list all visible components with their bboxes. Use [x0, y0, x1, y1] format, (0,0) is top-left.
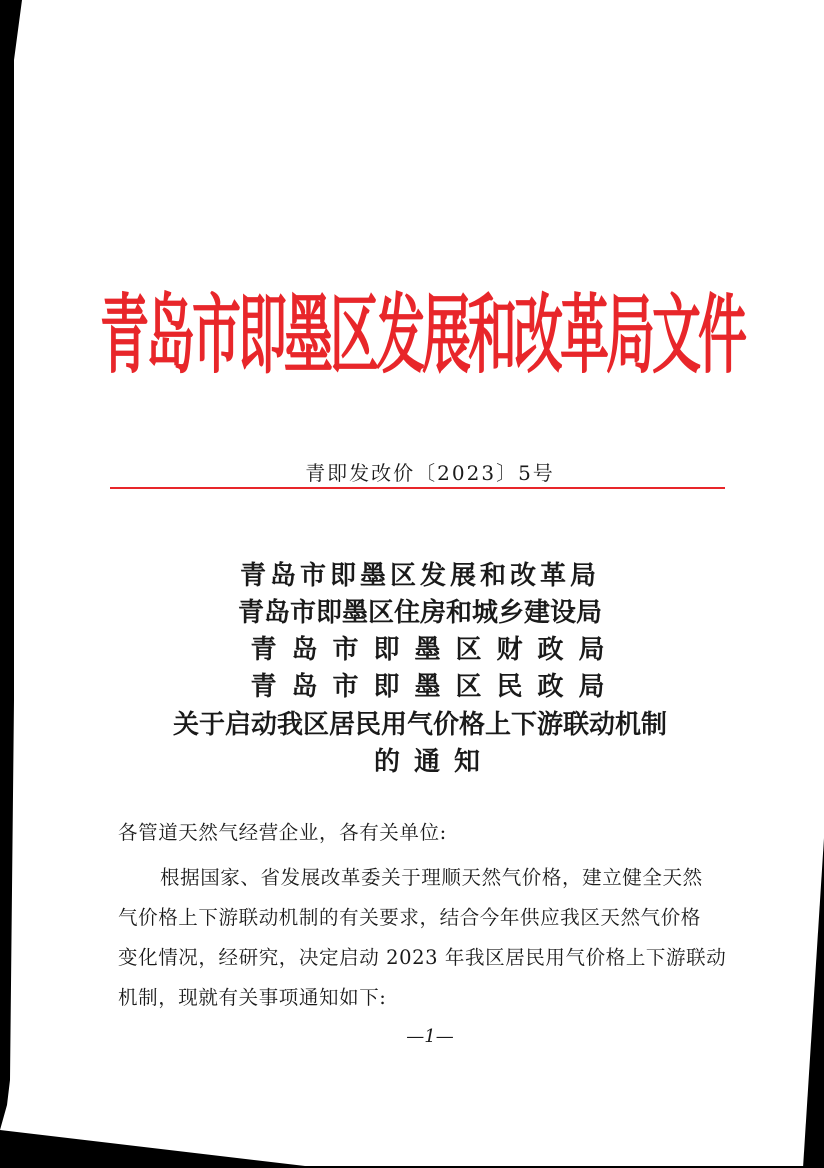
issuer: 青岛市即墨区财政局: [250, 635, 620, 665]
issuer: 青岛市即墨区民政局: [250, 672, 620, 702]
salutation: 各管道天然气经营企业，各有关单位:: [118, 821, 447, 844]
paragraph-line: 机制，现就有关事项通知如下:: [118, 986, 387, 1009]
issuer: 青岛市即墨区发展和改革局: [239, 561, 600, 591]
subject-line: 的通知: [373, 747, 494, 777]
scan-edge-left: [0, 0, 22, 1130]
issuer: 青岛市即墨区住房和城乡建设局: [237, 598, 602, 628]
document-header-title: 青岛市即墨区发展和改革局文件: [100, 285, 745, 386]
subject-line: 关于启动我区居民用气价格上下游联动机制: [172, 710, 667, 740]
scan-edge-bottom: [0, 1130, 824, 1168]
page-number: —1—: [406, 1026, 454, 1047]
scan-edge-right: [803, 838, 824, 1168]
paragraph-line: 变化情况，经研究，决定启动 2023 年我区居民用气价格上下游联动: [118, 946, 727, 969]
document-number: 青即发改价〔2023〕5号: [305, 461, 555, 485]
paragraph-line: 气价格上下游联动机制的有关要求，结合今年供应我区天然气价格: [118, 906, 701, 929]
red-divider: [110, 487, 725, 489]
paragraph-line: 根据国家、省发展改革委关于理顺天然气价格，建立健全天然: [160, 866, 703, 889]
